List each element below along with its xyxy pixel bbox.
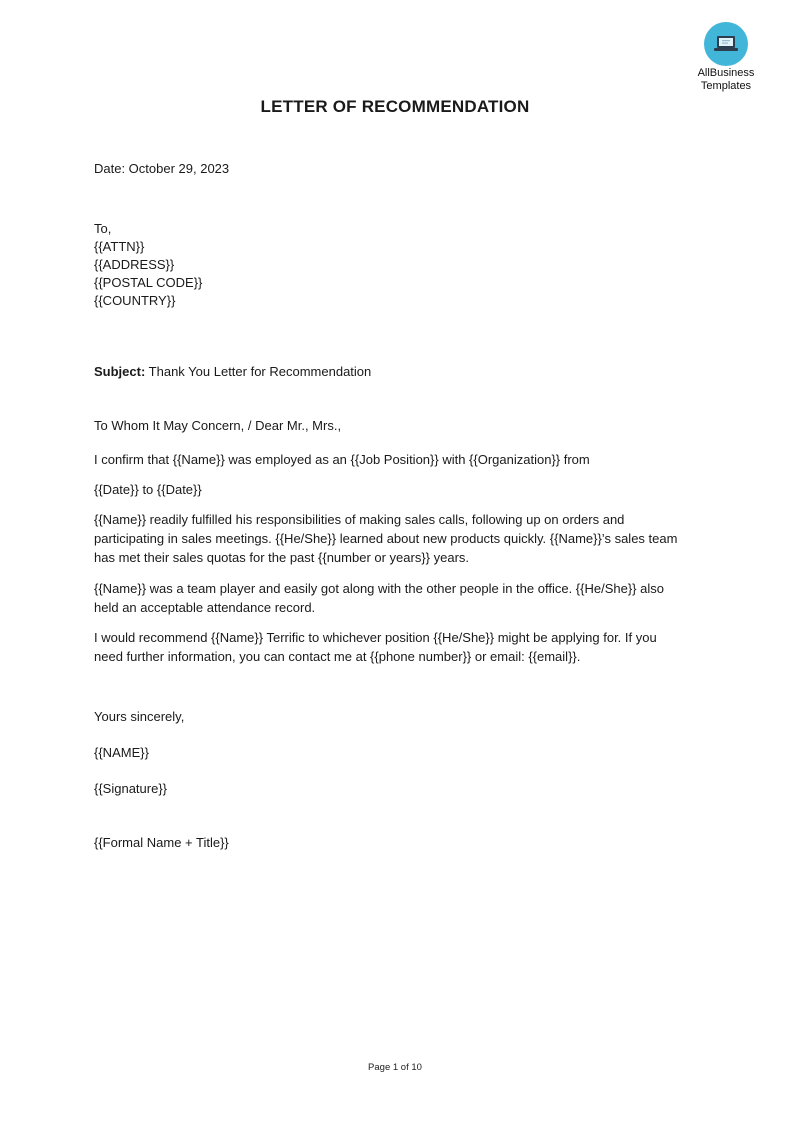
body-paragraph-4-line-1: {{Name}} was a team player and easily got along with the other people in the office. {{He/She}} also — [94, 581, 664, 596]
date-line: Date: October 29, 2023 — [94, 161, 230, 176]
sign-off: Yours sincerely, — [94, 709, 185, 724]
body-paragraph-4-line-2: held an acceptable attendance record. — [94, 600, 316, 615]
recipient-postal-code: {{POSTAL CODE}} — [94, 275, 203, 290]
formal-name-title: {{Formal Name + Title}} — [94, 835, 229, 850]
recipient-attn: {{ATTN}} — [94, 239, 145, 254]
body-paragraph-3-line-3: has met their sales quotas for the past {{number or years}} years. — [94, 550, 470, 565]
recipient-to: To, — [94, 221, 112, 236]
logo-text-line2: Templates — [700, 80, 752, 92]
subject-line — [94, 362, 371, 381]
body-paragraph-1: I confirm that {{Name}} was employed as an {{Job Position}} with {{Organization}} from — [94, 452, 590, 467]
laptop-icon — [704, 22, 748, 66]
body-paragraph-2: {{Date}} to {{Date}} — [94, 482, 202, 497]
salutation: To Whom It May Concern, / Dear Mr., Mrs., — [94, 418, 342, 433]
subject-label: Subject: — [94, 364, 146, 379]
letter-title: LETTER OF RECOMMENDATION — [260, 97, 530, 116]
body-paragraph-5-line-2: need further information, you can contact me at {{phone number}} or email: {{email}}. — [94, 649, 581, 664]
body-paragraph-3-line-2: participating in sales meetings. {{He/She}} learned about new products quickly. {{Name}}’s sales team — [94, 531, 678, 546]
body-paragraph-3-line-1: {{Name}} readily fulfilled his responsibilities of making sales calls, following up on orders and — [94, 512, 625, 527]
signature-placeholder: {{Signature}} — [94, 781, 168, 796]
logo-text-line1: AllBusiness — [697, 67, 755, 79]
page-number: Page 1 of 10 — [368, 1062, 422, 1073]
recipient-address: {{ADDRESS}} — [94, 257, 175, 272]
brand-logo — [692, 22, 760, 92]
body-paragraph-5-line-1: I would recommend {{Name}} Terrific to whichever position {{He/She}} might be applying for. If you — [94, 630, 657, 645]
signer-name: {{NAME}} — [94, 745, 149, 760]
recipient-country: {{COUNTRY}} — [94, 293, 176, 308]
subject-text: Thank You Letter for Recommendation — [145, 364, 372, 379]
